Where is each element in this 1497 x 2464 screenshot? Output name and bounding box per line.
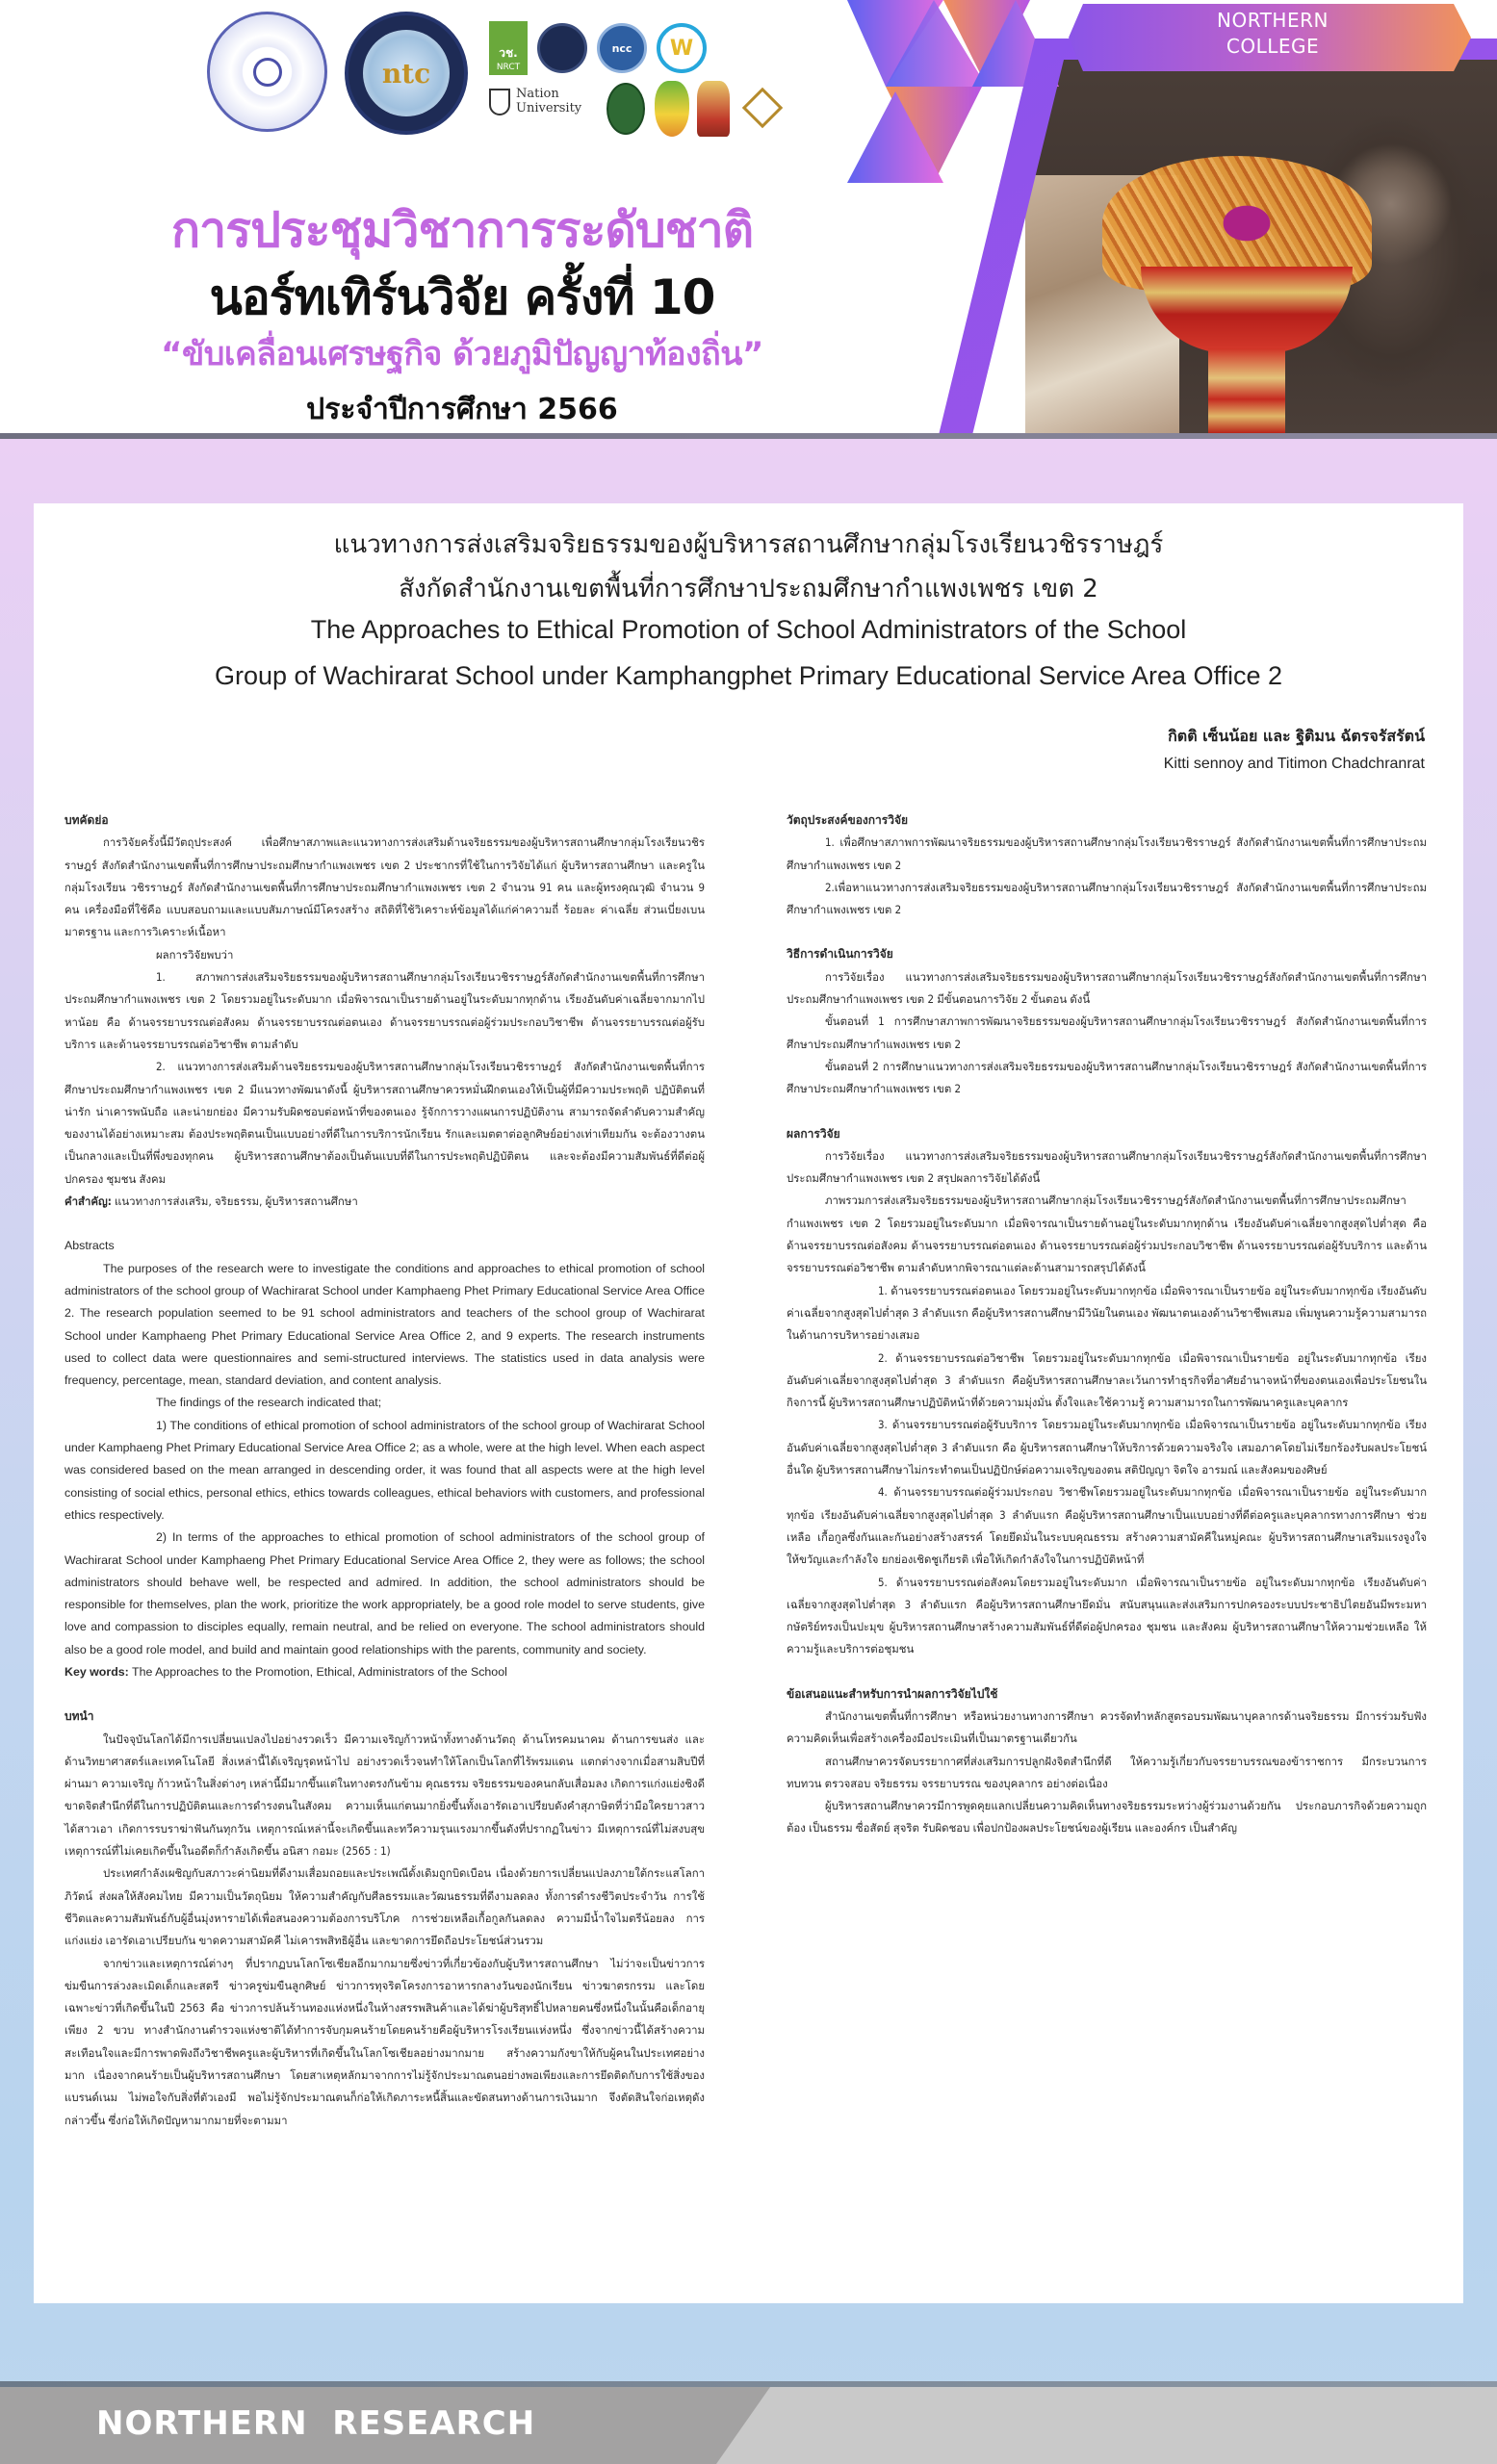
nation-line1: Nation: [516, 87, 559, 101]
conference-year: ประจำปีการศึกษา 2566: [306, 393, 618, 426]
recommendations-heading: ข้อเสนอแนะสำหรับการนำผลการวิจัยไปใช้: [787, 1686, 998, 1701]
abstract-english-finding-2: 2) In terms of the approaches to ethical promotion of school administrators of the school group of Wachirarat School under Kamphaeng Phet Primary Educational Service Area Office 2, they were as follows; the school administrators should behave well, be respected and admired. In addition, the school administrators should be responsible for themselves, plan the work, prioritize the work appropriately, be a good role model to serve students, give love and compassion to disciples equally, remain neutral, and be relied on everyone. The school administrators should also be a good role model, and build and maintain good relationships with the parents, community and society.: [65, 1530, 705, 1656]
right-column: [787, 809, 1427, 1840]
authors-thai: กิตติ เซ็นน้อย และ ฐิติมน ฉัตรจรัสรัตน์: [1168, 727, 1425, 745]
yellow-emblem-logo: [655, 81, 689, 137]
keywords-english-values: The Approaches to the Promotion, Ethical, Administrators of the School: [128, 1664, 507, 1679]
nrct-sub: NRCT: [496, 63, 521, 72]
nation-university-logo: [489, 87, 605, 135]
abstract-thai-finding-2: 2. แนวทางการส่งเสริมด้านจริยธรรมของผู้บริหารสถานศึกษากลุ่มโรงเรียนวชิรราษฎร์ สังกัดสำนักงานเขตพื้นที่การศึกษาประถมศึกษากำแพงเพชร เขต 2 มีแนวทางพัฒนาดังนี้ ผู้บริหารสถานศึกษาควรหมั่นฝึกตนเองให้เป็นผู้ที่มีความประพฤติ ปฏิบัติตนที่น่ารัก น่าเคารพนับถือ และน่ายกย่อง มีความรับผิดชอบต่อหน้าที่ของตนเอง รู้จักการวางแผนการปฏิบัติงาน สามารถจัดลำดับความสำคัญของงานได้อย่างเหมาะสม ต้องประพฤติตนเป็นแบบอย่างที่ดีในการบริการนักเรียน รักและเมตตาต่อลูกศิษย์อย่างเท่าเทียมกัน จะต้องวางตนเป็นกลางและเป็นที่พึ่งของทุกคน ผู้บริหารสถานศึกษาต้องเป็นต้นแบบที่ดีในการประพฤติปฏิบัติตน และจะต้องมีความสัมพันธ์ที่ดีต่อผู้ปกครอง ชุมชน สังคม: [65, 1060, 705, 1186]
keywords-english: [65, 1661, 705, 1683]
objectives-heading: วัตถุประสงค์ของการวิจัย: [787, 813, 909, 827]
objective-item: 1. เพื่อศึกษาสภาพการพัฒนาจริยธรรมของผู้บริหารสถานศึกษากลุ่มโรงเรียนวชิรราษฎร์ สังกัดสำนักงานเขตพื้นที่การศึกษาประถมศึกษากำแพงเพชร เขต 2: [787, 835, 1427, 872]
nrct-label: วช.: [499, 46, 518, 60]
methods-step-2: ขั้นตอนที่ 2 การศึกษาแนวทางการส่งเสริมจริยธรรมของผู้บริหารสถานศึกษากลุ่มโรงเรียนวชิรราษฎร์ สังกัดสำนักงานเขตพื้นที่การศึกษาประถมศึกษากำแพงเพชร เขต 2: [787, 1059, 1427, 1096]
conference-subtitle: นอร์ทเทิร์นวิจัย ครั้งที่ 10: [209, 270, 715, 325]
introduction-paragraph-1: ในปัจจุบันโลกได้มีการเปลี่ยนแปลงไปอย่างรวดเร็ว มีความเจริญก้าวหน้าทั้งทางด้านวัตถุ ด้านโทรคมนาคม ด้านการขนส่ง และด้านวิทยาศาสตร์และเทคโนโลยี สิ่งเหล่านี้ได้เจริญรุดหน้าไป อย่างรวดเร็วจนทำให้โลกเป็นโลกที่ไร้พรมแดน แตกต่างจากเมื่อสามสิบปีที่ผ่านมา ความเจริญ ก้าวหน้าในสิ่งต่างๆ เหล่านี้มีมากขึ้นแต่ในทางตรงกันข้าม คุณธรรม จริยธรรมของคนกลับเสื่อมลง เกิดการแก่งแย่งชิงดี ขาดจิตสำนึกที่ดีในการปฏิบัติตนและการดำรงตนในสังคม ความเห็นแก่ตนมากยิ่งขึ้นทั้งเอารัดเอาเปรียบดังคำสุภาษิตที่ว่ามือใครยาวสาวได้สาวเอา เกิดการรบราฆ่าฟันกันทุกวัน เหตุการณ์เหล่านี้จะเกิดขึ้นและทวีความรุนแรงมากขึ้นดังที่ปรากฏในข่าว มีเหตุการณ์ที่ไม่สงบสุข เหตุการณ์ที่ไม่เคยเกิดขึ้นในอดีตก็กำลังเกิดขึ้น อนิสา กอมะ (2565 : 1): [65, 1732, 705, 1859]
recommendation-item: สำนักงานเขตพื้นที่การศึกษา หรือหน่วยงานทางการศึกษา ควรจัดทำหลักสูตรอบรมพัฒนาบุคลากรด้านจริยธรรม มีการร่วมรับฟังความคิดเห็นเพื่อสร้างเครื่องมือประเมินที่เป็นมาตรฐานเดียวกัน: [787, 1708, 1427, 1746]
results-aspect-3: 3. ด้านจรรยาบรรณต่อผู้รับบริการ โดยรวมอยู่ในระดับมากทุกข้อ เมื่อพิจารณาเป็นรายข้อ อยู่ในระดับมากทุกข้อ เรียงอันดับค่าเฉลี่ยจากสูงสุดไปต่ำสุด 3 ลำดับแรก คือ ผู้บริหารสถานศึกษาให้บริการด้วยความจริงใจ เสมอภาคโดยไม่เรียกร้องรับผลประโยชน์อื่นใด ผู้บริหารสถานศึกษาไม่กระทำตนเป็นปฏิปักษ์ต่อความเจริญของตน สติปัญญา จิตใจ อารมณ์ และสังคมของศิษย์: [787, 1418, 1427, 1477]
institution-seal-logo: [537, 23, 587, 73]
keywords-thai: [65, 1191, 705, 1213]
ncc-logo: [597, 23, 647, 73]
abstract-english-heading: Abstracts: [65, 1239, 115, 1253]
keywords-english-label: Key words:: [65, 1664, 129, 1679]
title-thai-line2: สังกัดสำนักงานเขตพื้นที่การศึกษาประถมศึกษากำแพงเพชร เขต 2: [399, 575, 1098, 603]
paper-page: [34, 503, 1463, 2303]
badge-line2: COLLEGE: [1226, 35, 1320, 58]
conference-theme: “ขับเคลื่อนเศรษฐกิจ ด้วยภูมิปัญญาท้องถิ่น”: [161, 335, 763, 373]
conference-banner: [0, 0, 1497, 435]
abstract-thai-findings-label: ผลการวิจัยพบว่า: [156, 947, 234, 962]
footer-label: NORTHERN RESEARCH: [96, 2404, 536, 2443]
ncc-mark: ncc: [611, 41, 632, 55]
association-seal-logo: [207, 12, 327, 132]
abstract-thai-heading: บทคัดย่อ: [65, 813, 109, 827]
abstract-english-findings-label: The findings of the research indicated that;: [156, 1396, 382, 1410]
results-paragraph-1: การวิจัยเรื่อง แนวทางการส่งเสริมจริยธรรมของผู้บริหารสถานศึกษากลุ่มโรงเรียนวชิรราษฎร์สังกัดสำนักงานเขตพื้นที่การศึกษาประถมศึกษากำแพงเพชร เขต 2 สรุปผลการวิจัยได้ดังนี้: [787, 1148, 1427, 1186]
green-seal-logo: [607, 83, 645, 135]
methods-paragraph: การวิจัยเรื่อง แนวทางการส่งเสริมจริยธรรมของผู้บริหารสถานศึกษากลุ่มโรงเรียนวชิรราษฎร์สังกัดสำนักงานเขตพื้นที่การศึกษาประถมศึกษากำแพงเพชร เขต 2 มีขั้นตอนการวิจัย 2 ขั้นตอน ดังนี้: [787, 969, 1427, 1007]
red-emblem-logo: [697, 81, 730, 137]
results-aspect-2: 2. ด้านจรรยาบรรณต่อวิชาชีพ โดยรวมอยู่ในระดับมากทุกข้อ เมื่อพิจารณาเป็นรายข้อ อยู่ในระดับมากทุกข้อ เรียงอันดับค่าเฉลี่ยจากสูงสุดไปต่ำสุด 3 ลำดับแรก คือผู้บริหารสถานศึกษาละเว้นการทำธุรกิจที่อาศัยอำนาจหน้าที่ของตนเองเพื่อประโยชนในกิจการนี้ ผู้บริหารสถานศึกษาปฏิบัติหน้าที่ด้วยความมุ่งมั่น ตั้งใจและใช้ความรู้ ความสามารถในการพัฒนาครูและบุคลากร: [787, 1350, 1427, 1410]
methods-heading: วิธีการดำเนินการวิจัย: [787, 947, 893, 962]
results-paragraph-2: ภาพรวมการส่งเสริมจริยธรรมของผู้บริหารสถานศึกษากลุ่มโรงเรียนวชิรราษฎร์สังกัดสำนักงานเขตพื้นที่การศึกษาประถมศึกษากำแพงเพชร เขต 2 โดยรวมอยู่ในระดับมาก เมื่อพิจารณาเป็นรายด้านอยู่ในระดับมากทุกด้าน เรียงอันดับค่าเฉลี่ยจากสูงสุดไปต่ำสุด คือ ด้านจรรยาบรรณต่อสังคม ด้านจรรยาบรรณต่อตนเอง ด้านจรรยาบรรณต่อผู้ร่วมประกอบวิชาชีพ ด้านจรรยาบรรณต่อผู้รับบริการ และด้านจรรยาบรรณต่อวิชาชีพ ตามลำดับหากพิจารณาแต่ละด้านสามารถสรุปได้ดังนี้: [787, 1194, 1427, 1275]
diamond-emblem-logo: [741, 85, 784, 131]
abstract-english-finding-1: 1) The conditions of ethical promotion of school administrators of the school group of Wachirarat School under Kamphaeng Phet Primary Educational Service Area Office 2; as a whole, were at the high level. When each aspect was considered based on the mean arranged in descending order, it was found that all aspects were at the high level consisting of social ethics, personal ethics, ethics towards colleagues, ethical behaviors with customers, and professional ethics respectively.: [65, 1418, 705, 1522]
badge-label: [1176, 8, 1369, 60]
abstract-english-paragraph: The purposes of the research were to investigate the conditions and approaches to ethical promotion of school administrators of the school group of Wachirarat School under Kamphaeng Phet Primary Educational Service Area Office 2. The research population seemed to be 91 school administrators and teachers of the school group of Wachirarat School under Kamphaeng Phet Primary Educational Service Area Office 2, and 9 experts. The research instruments used to collect data were questionnaires and semi-structured interviews. The statistics used in data analysis were frequency, percentage, mean, standard deviation, and content analysis.: [65, 1261, 705, 1388]
keywords-thai-values: แนวทางการส่งเสริม, จริยธรรม, ผู้บริหารสถานศึกษา: [111, 1194, 358, 1209]
shield-icon: [489, 89, 510, 116]
title-english-line2: Group of Wachirarat School under Kamphangphet Primary Educational Service Area Office 2: [214, 661, 1283, 690]
w-mark: W: [669, 36, 694, 61]
abstract-thai-paragraph: การวิจัยครั้งนี้มีวัตถุประสงค์ เพื่อศึกษาสภาพและแนวทางการส่งเสริมด้านจริยธรรมของผู้บริหารสถานศึกษากลุ่มโรงเรียนวชิรราษฎร์ สังกัดสำนักงานเขตพื้นที่การศึกษาประถมศึกษากำแพงเพชร เขต 2 ประชากรที่ใช้ในการวิจัยได้แก่ ผู้บริหารสถานศึกษา และครูในกลุ่มโรงเรียน วชิรราษฎร์ สังกัดสำนักงานเขตพื้นที่การศึกษาประถมศึกษากำแพงเพชร เขต 2 จำนวน 91 คน และผู้ทรงคุณวุฒิ จำนวน 9 คน เครื่องมือที่ใช้คือ แบบสอบถามและแบบสัมภาษณ์มีโครงสร้าง สถิติที่ใช้วิเคราะห์ข้อมูลได้แก่ค่าความถี่ ร้อยละ ค่าเฉลี่ย ส่วนเบี่ยงเบนมาตรฐาน และการวิเคราะห์เนื้อหา: [65, 835, 705, 939]
authors-english: Kitti sennoy and Titimon Chadchranrat: [1163, 756, 1425, 772]
introduction-paragraph-3: จากข่าวและเหตุการณ์ต่างๆ ที่ปรากฏบนโลกโซเชียลอีกมากมายซึ่งข่าวที่เกี่ยวข้องกับผู้บริหารสถานศึกษา ไม่ว่าจะเป็นข่าวการข่มขืนการล่วงละเมิดเด็กและสตรี ข่าวครูข่มขืนลูกศิษย์ ข่าวการทุจริตโครงการอาหารกลางวันของนักเรียน ข่าวฆาตรกรรม และโดยเฉพาะข่าวที่เกิดขึ้นในปี 2563 คือ ข่าวการปล้นร้านทองแห่งหนึ่งในห้างสรรพสินค้าและได้ฆ่าผู้บริสุทธิ์ไปหลายคนซึ่งหนึ่งในนั้นคือเด็กอายุเพียง 2 ขวบ ทางสำนักงานตำรวจแห่งชาติได้ทำการจับกุมคนร้ายโดยคนร้ายคือผู้บริหารโรงเรียนแห่งหนึ่ง ซึ่งจากข่าวนี้ได้สร้างความสะเทือนใจและมีการพาดพิงถึงวิชาชีพครูและผู้บริหารที่เกิดขึ้นในโลกโซเชียลอย่างมากมาย สร้างความกังขาให้กับผู้คนในประเทศอย่างมาก เนื่องจากคนร้ายเป็นผู้บริหารสถานศึกษา โดยสาเหตุหลักมาจากการไม่รู้จักประมาณตนอย่างพอเพียงและการยึดติดกับการใช้สิ่งของแบรนด์เนม ไม่พอใจกับสิ่งที่ตัวเองมี พอไม่รู้จักประมาณตนก็ก่อให้เกิดภาระหนี้สิ้นและขัดสนทางด้านการเงินมาก จึงตัดสินใจก่อเหตุดังกล่าวขึ้น ซึ่งก่อให้เกิดปัญหามากมายที่จะตามมา: [65, 1956, 705, 2127]
badge-line1: NORTHERN: [1217, 9, 1329, 32]
keywords-thai-label: คำสำคัญ:: [65, 1194, 112, 1209]
results-aspect-1: 1. ด้านจรรยาบรรณต่อตนเอง โดยรวมอยู่ในระดับมากทุกข้อ เมื่อพิจารณาเป็นรายข้อ อยู่ในระดับมากทุกข้อ เรียงอันดับค่าเฉลี่ยจากสูงสุดไปต่ำสุด 3 ลำดับแรก คือผู้บริหารสถานศึกษามีวินัยในตนเอง พัฒนาตนเองด้านวิชาชีพเสมอ เพิ่มพูนความรู้ความสามารถในด้านการบริหารอย่างเสมอ: [787, 1283, 1427, 1343]
recommendation-item: ผู้บริหารสถานศึกษาควรมีการพูดคุยแลกเปลี่ยนความคิดเห็นทางจริยธรรมระหว่างผู้ร่วมงานด้วยกัน ประกอบภารกิจด้วยความถูกต้อง เป็นธรรม ซื่อสัตย์ สุจริต รับผิดชอบ เพื่อปกป้องผลประโยชน์ของผู้เรียน และองค์กร เป็นสำคัญ: [787, 1799, 1427, 1835]
title-thai-line1: แนวทางการส่งเสริมจริยธรรมของผู้บริหารสถานศึกษากลุ่มโรงเรียนวชิรราษฎร์: [333, 530, 1164, 559]
partner-logos: [202, 10, 818, 135]
objective-item: 2.เพื่อหาแนวทางการส่งเสริมจริยธรรมของผู้บริหารสถานศึกษากลุ่มโรงเรียนวชิรราษฎร์ สังกัดสำนักงานเขตพื้นที่การศึกษาประถมศึกษากำแพงเพชร เขต 2: [787, 880, 1427, 917]
w-network-logo: [657, 23, 707, 73]
results-aspect-4: 4. ด้านจรรยาบรรณต่อผู้ร่วมประกอบ วิชาชีพโดยรวมอยู่ในระดับมากทุกข้อ เมื่อพิจารณาเป็นรายข้อ อยู่ในระดับมากทุกข้อ เรียงอันดับค่าเฉลี่ยจากสูงสุดไปต่ำสุด 3 ลำดับแรก คือผู้บริหารสถานศึกษาเป็นแบบอย่างที่ดีต่อครูและบุคลากรทางการศึกษา ช่วยเหลือ เกื้อกูลซึ่งกันและกันอย่างสร้างสรรค์ โดยยึดมั่นในระบบคุณธรรม สร้างความสามัคคีในหมู่คณะ ผู้บริหารสถานศึกษาเสริมแรงจูงใจ ให้ขวัญและกำลังใจ ยกย่องเชิดชูเกียรติ เพื่อให้เกิดกำลังใจในการปฏิบัติหน้าที่: [787, 1485, 1427, 1567]
methods-step-1: ขั้นตอนที่ 1 การศึกษาสภาพการพัฒนาจริยธรรมของผู้บริหารสถานศึกษากลุ่มโรงเรียนวชิรราษฎร์ สังกัดสำนักงานเขตพื้นที่การศึกษาประถมศึกษากำแพงเพชร เขต 2: [787, 1014, 1427, 1051]
header-divider: [0, 433, 1497, 439]
abstract-thai-finding-1: 1. สภาพการส่งเสริมจริยธรรมของผู้บริหารสถานศึกษากลุ่มโรงเรียนวชิรราษฎร์สังกัดสำนักงานเขตพื้นที่การศึกษาประถมศึกษากำแพงเพชร เขต 2 โดยรวมอยู่ในระดับมาก เมื่อพิจารณาเป็นรายด้านอยู่ในระดับมากทุกด้าน เรียงอันดับค่าเฉลี่ยจากมากไปหาน้อย คือ ด้านจรรยาบรรณต่อสังคม ด้านจรรยาบรรณต่อตนเอง ด้านจรรยาบรรณต่อผู้ร่วมประกอบวิชาชีพ ด้านจรรยาบรรณต่อผู้รับบริการ และด้านจรรยาบรรณต่อวิชาชีพ ตามลำดับ: [65, 970, 705, 1051]
deco-stripe: [939, 38, 1497, 435]
northern-college-mark: ntc: [363, 30, 450, 116]
conference-title: การประชุมวิชาการระดับชาติ: [170, 202, 754, 258]
recommendation-item: สถานศึกษาควรจัดบรรยากาศที่ส่งเสริมการปลูกฝังจิตสำนึกที่ดี ให้ความรู้เกี่ยวกับจรรยาบรรณของข้าราชการ มีกระบวนการทบทวน ตรวจสอบ จริยธรรม จรรยาบรรณ ของบุคลากร อย่างต่อเนื่อง: [787, 1754, 1427, 1790]
results-aspect-5: 5. ด้านจรรยาบรรณต่อสังคมโดยรวมอยู่ในระดับมาก เมื่อพิจารณาเป็นรายข้อ อยู่ในระดับมากทุกข้อ เรียงอันดับค่าเฉลี่ยจากสูงสุดไปต่ำสุด 3 ลำดับแรก คือผู้บริหารสถานศึกษายึดมั่น สนับสนุนและส่งเสริมการปกครองระบบประชาธิปไตยอันมีพระมหากษัตริย์ทรงเป็นปะมุข ผู้บริหารสถานศึกษาสร้างความสัมพันธ์ที่ดีต่อผู้ปกครอง ชุมชน และสังคม ผู้บริหารสถานศึกษาให้ความช่วยเหลือ ให้ความรู้และบริการต่อชุมชน: [787, 1575, 1427, 1656]
nation-line2: University: [516, 101, 582, 116]
title-english-line1: The Approaches to Ethical Promotion of School Administrators of the School: [310, 615, 1187, 644]
introduction-heading: บทนำ: [65, 1709, 94, 1724]
left-column: [65, 809, 705, 2132]
nrct-logo: [489, 21, 528, 75]
results-heading: ผลการวิจัย: [787, 1126, 840, 1141]
introduction-paragraph-2: ประเทศกำลังเผชิญกับสภาวะค่านิยมที่ดีงามเสื่อมถอยและประเพณีดั้งเดิมถูกบิดเบือน เนื่องด้วยการเปลี่ยนแปลงภายใต้กระแสโลกาภิวัตน์ ส่งผลให้สังคมไทย มีความเป็นวัตถุนิยม ให้ความสำคัญกับศีลธรรมและวัฒนธรรมที่ดีงามลดลง ทั้งการดำรงชีวิตประจำวัน การใช้ชีวิตและความสัมพันธ์กับผู้อื่นมุ่งหารายได้เพื่อสนองความต้องการบริโภค การช่วยเหลือเกื้อกูลกันลดลง ความมีน้ำใจไมตรีน้อยลง การแก่งแย่ง เอารัดเอาเปรียบกัน ขาดความสามัคคี ไม่เคารพสิทธิผู้อื่น และขาดการยึดถือประโยชน์ส่วนรวม: [65, 1866, 705, 1948]
northern-college-logo: [345, 12, 468, 135]
footer-banner: [0, 2387, 1497, 2464]
